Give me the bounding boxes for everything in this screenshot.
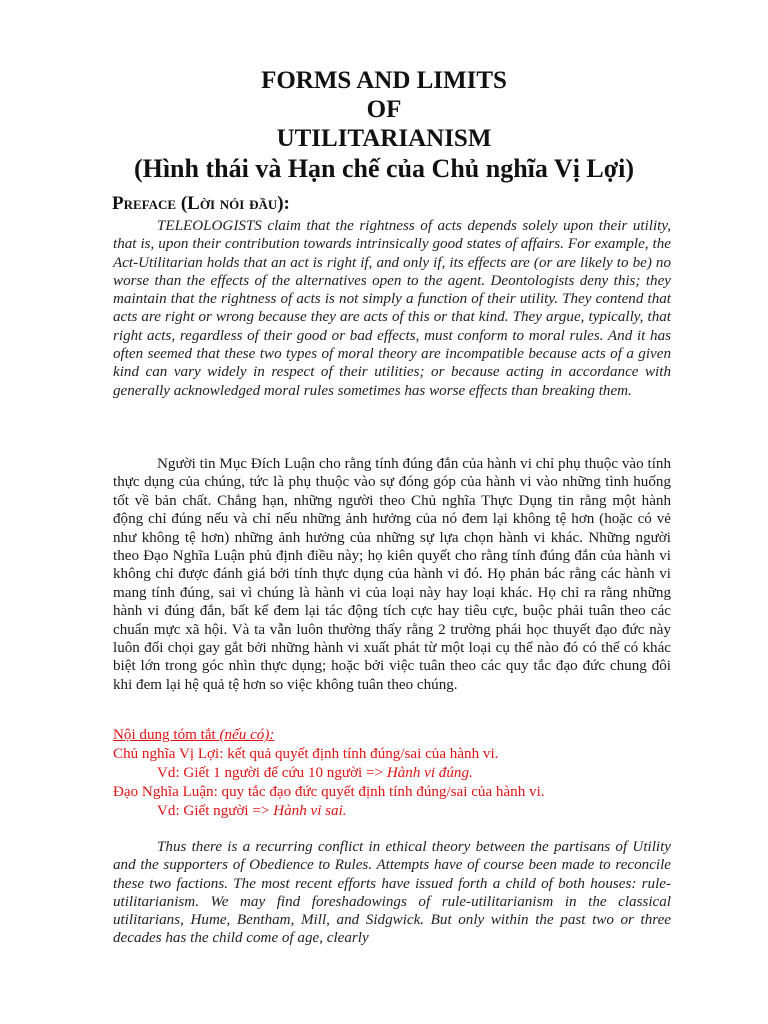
summary-example-1-text: Vd: Giết 1 người để cứu 10 người => bbox=[157, 765, 387, 781]
vietnamese-paragraph-1: Người tin Mục Đích Luận cho rằng tính đúng đắn của hành vi chỉ phụ thuộc vào tính thực dụng của chúng, tức là phụ thuộc vào sự đóng góp của hành vi vào những tình huống tốt về bản chất. Chẳng hạn, những người theo Chủ nghĩa Thực Dụng tin rằng một hành động chỉ đúng nếu và chỉ nếu những ảnh hưởng của nó đem lại không tệ hơn (hoặc có vẻ như không tệ hơn) những ảnh hưởng của những sự lựa chọn hành vi khác. Những người theo Đạo Nghĩa Luận phủ định điều này; họ kiên quyết cho rằng tính đúng đắn của hành vi không chỉ được đánh giá bởi tính thực dụng của hành vi đó. Họ phản bác rằng các hành vi mang tính đúng, sai vì chúng là hành vi của loại này hay loại khác. Họ chỉ ra rằng những hành vi đúng đắn, bất kể đem lại tác động tích cực hay tiêu cực, buộc phải tuân theo các chuẩn mực xã hội. Và ta vẫn luôn thường thấy rằng 2 trường phái học thuyết đạo đức này luôn đối chọi gay gắt bởi những hành vi xuất phát từ một loại cụ thể nào đó có thể có khác biệt lớn trong góc nhìn thực dụng; hoặc bởi việc tuân theo các quy tắc đạo đức chung đôi khi đem lại hệ quả tệ hơn so việc không tuân theo chúng. bbox=[113, 456, 671, 693]
preface-heading: Preface (Lời nói đầu): bbox=[112, 193, 290, 214]
summary-example-2-text: Vd: Giết người => bbox=[157, 803, 274, 819]
document-title bbox=[0, 66, 768, 184]
summary-heading-text: Nội dung tóm tắt bbox=[113, 727, 220, 743]
english-paragraph-2: Thus there is a recurring conflict in ethical theory between the partisans of Utility and the supporters of Obedience to Rules. Attempts have of course been made to reconcile these two factions. The most recent efforts have issued forth a child of both houses: rule-utilitarianism. We may find foreshadowings of rule-utilitarianism in the classical utilitarians, Hume, Bentham, Mill, and Sidgwick. But only within the past two or three decades has the child come of age, clearly bbox=[113, 839, 671, 947]
summary-example-1 bbox=[113, 764, 673, 783]
summary-heading-note: (nếu có): bbox=[219, 727, 275, 743]
summary-example-2 bbox=[113, 802, 673, 821]
title-line-2: OF bbox=[366, 96, 402, 123]
summary-heading bbox=[113, 726, 673, 745]
title-line-3: UTILITARIANISM bbox=[276, 125, 492, 152]
title-line-1: FORMS AND LIMITS bbox=[261, 67, 507, 94]
summary-block bbox=[113, 726, 673, 821]
summary-deontology: Đạo Nghĩa Luận: quy tắc đạo đức quyết định tính đúng/sai của hành vi. bbox=[113, 784, 545, 800]
title-line-vietnamese: (Hình thái và Hạn chế của Chủ nghĩa Vị Lợi) bbox=[133, 154, 635, 183]
summary-example-2-verdict: Hành vi sai. bbox=[273, 803, 347, 819]
summary-example-1-verdict: Hành vi đúng. bbox=[386, 765, 473, 781]
summary-utilitarian: Chủ nghĩa Vị Lợi: kết quả quyết định tính đúng/sai của hành vi. bbox=[113, 746, 499, 762]
english-paragraph-1: TELEOLOGISTS claim that the rightness of acts depends solely upon their utility, that is, upon their contribution towards intrinsically good states of affairs. For example, the Act-Utilitarian holds that an act is right if, and only if, its effects are (or are likely to be) no worse than the effects of the alternatives open to the agent. Deontologists deny this; they maintain that the rightness of acts is not simply a function of their utility. They contend that acts are right or wrong because they are acts of this or that kind. They argue, typically, that right acts, regardless of their good or bad effects, must conform to moral rules. And it has often seemed that these two types of moral theory are incompatible because acts of a given kind can vary widely in respect of their utilities; or because acting in accordance with generally acknowledged moral rules sometimes has worse effects than breaking them. bbox=[113, 218, 671, 399]
